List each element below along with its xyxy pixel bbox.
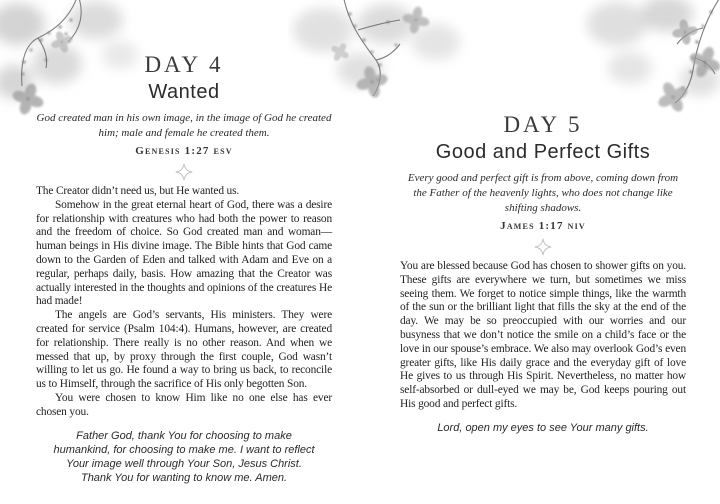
scripture-reference: James 1:17 niv (500, 220, 586, 232)
prayer-text: Lord, open my eyes to see Your many gifts. (437, 421, 649, 434)
body-text (400, 260, 686, 412)
body-paragraph: You were chosen to know Him like no one else has ever chosen you. (36, 391, 332, 418)
page-day-5 (400, 0, 686, 504)
page-day-4 (36, 0, 332, 504)
scripture-verse: God created man in his own image, in the image of God he created him; male and female he created them. (36, 112, 332, 139)
body-paragraph: Somehow in the great eternal heart of God, there was a desire for relationship with creatures who had both the power to reason and the freedom of choice. So God created man and woman—human beings in His divine image. The Bible hints that God came down to the Garden of Eden and talked with Adam and Eve on a regular, perhaps daily, basis. How amazing that the Creator was actually interested in the thoughts and opinions of the creatures He had made! (36, 198, 332, 308)
scripture-reference: Genesis 1:27 esv (135, 145, 233, 157)
body-paragraph: The Creator didn’t need us, but He wanted us. (36, 185, 240, 197)
body-paragraph: The angels are God’s servants, His ministers. They were created for service (Psalm 104:4). Humans, however, are created for relationship. There really is no other reason. And when we messed that up, by proxy through the first couple, God wasn’t willing to let us go. He found a way to bring us back, to reconcile us to Himself, through the sacrifice of His only begotten Son. (36, 309, 332, 391)
day-heading: DAY 5 (503, 112, 583, 137)
day-heading: DAY 4 (144, 52, 224, 77)
prayer-text: Father God, thank You for choosing to make humankind, for choosing to make me. I want to reflect Your image well through Your Son, Jesus Christ. Thank You for wanting to know me. Amen. (53, 429, 315, 484)
chapter-title: Good and Perfect Gifts (435, 141, 651, 163)
sparkle-icon (534, 238, 552, 256)
scripture-verse: Every good and perfect gift is from above, coming down from the Father of the heavenly lights, who does not change like shifting shadows. (407, 172, 679, 214)
body-text (36, 185, 332, 420)
body-paragraph: You are blessed because God has chosen to shower gifts on you. These gifts are everywhere we turn, but sometimes we miss seeing them. We forget to notice simple things, like the warmth of the sun or the brilliant light that fills the sky at the end of the day. We may be so preoccupied with our worries and our busyness that we don’t notice the smile on a child’s face or the love in our spouse’s embrace. We also may overlook God’s even greater gifts, like His daily grace and the everyday gift of love He gives to us through His Spirit. Nevertheless, no matter how self-absorbed or dull-eyed we may be, God keeps pouring out His good and perfect gifts. (400, 260, 686, 410)
sparkle-icon (175, 163, 193, 181)
chapter-title: Wanted (148, 81, 220, 103)
